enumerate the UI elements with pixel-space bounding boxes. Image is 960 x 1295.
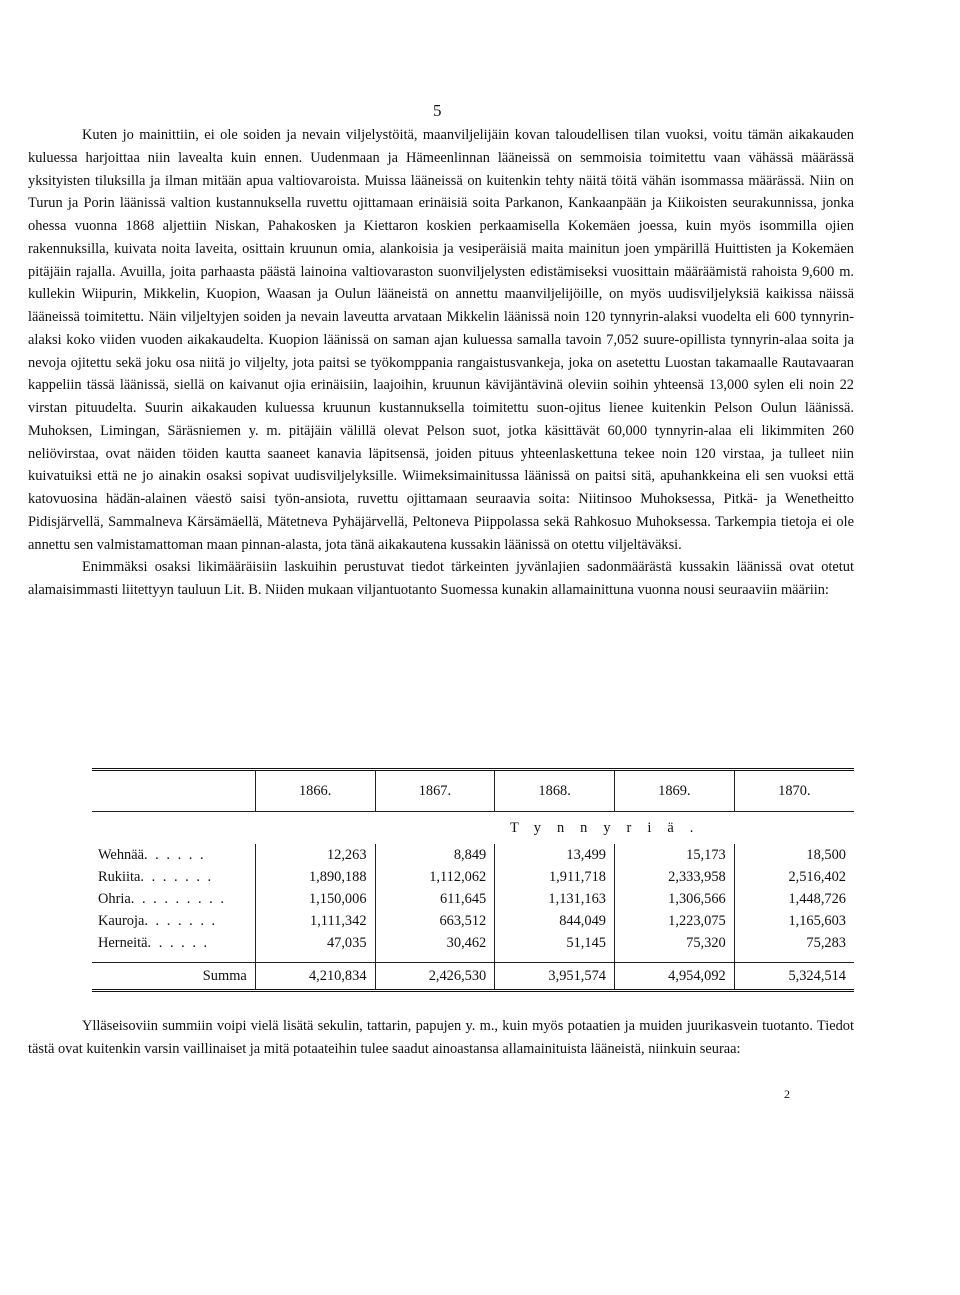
table-spacer-row [92,954,854,963]
paragraph-harvest-intro: Enimmäksi osaksi likimääräisiin laskuihin perustuvat tiedot tärkeinten jyvänlajien sadonmäärästä kussakin läänissä ovat otetut alamaisimmasti liitettyyn tauluun Lit. B. Niiden mukaan viljantuotanto Suomessa kunakin allamainittuna vuonna nousi seuraaviin määriin: [28,559,854,598]
table-cell: 15,173 [614,844,734,866]
table-cell: 1,890,188 [255,866,375,888]
table-cell: 51,145 [495,932,615,954]
sum-cell: 2,426,530 [375,963,495,991]
table-cell: 30,462 [375,932,495,954]
row-label: Herneitä. . . . . . [98,934,210,951]
sum-cell: 4,954,092 [614,963,734,991]
paragraph-swamp-cultivation: Kuten jo mainittiin, ei ole soiden ja nevain viljelystöitä, maanviljelijäin kovan taloudellisen tilan vuoksi, voitu tämän aikakauden kuluessa harjoittaa niin lavealta kuin ennen. Uudenmaan ja Hämeenlinnan lääneissä on semmoisia toimitettu vaan vähässä määrässä yksityisten tiluksilla ja ilman mitään apua valtiovaroista. Muissa lääneissä on kuitenkin tehty näitä töitä vähän isommassa määrässä. Niin on Turun ja Porin läänissä valtion kustannuksella ruvettu ojittamaan erinäisiä soita Parkanon, Kankaanpään ja Kiikoisten seurakunnissa, jonka ohessa vuonna 1868 aljettiin Niskan, Pahakosken ja Kiettaron koskien perkaamisella Kokemäen joessa, kuin myös isommilla ojien rakennuksilla, kuivata noita laveita, osittain kruunun omia, alankoisia ja vesiperäisiä maita mainitun joen ympärillä Huittisten ja Kokemäen pitäjäin rajalla. Avuilla, joita parhaasta päästä lainoina valtiovaraston suonviljelysten edistämiseksi vuosittain määräämistä rahoista 9,600 m. kullekin Wiipurin, Mikkelin, Kuopion, Waasan ja Oulun lääneistä on annettu maanviljelijöille, on myös uudisviljelyksiä kaikissa näissä lääneissä toimitettu. Näin viljeltyjen soiden ja nevain laveutta arvataan Mikkelin läänissä noin 120 tynnyrin-alaksi vuodelta eli 600 tynnyrin-alaksi koko viiden vuoden aikakaudelta. Kuopion läänissä on saman ajan kuluessa samalla tavoin 7,052 suure-opillista tynnyrin-alaa soita ja nevoja ojitettu sekä joku osa niitä jo viljelty, jota paitsi se työkomppania rangaistusvankeja, joka on asetettu Luostan takamaalle Rautavaaran kappeliin tässä läänissä, siellä on kaivanut ojia erinäisiin, laajoihin, kruunun kävijäntävinä oleviin soihin yhteensä 13,000 sylen eli noin 22 virstan pituudelta. Suurin aikakauden kuluessa kruunun kustannuksella toimitettu suon-ojitus lienee kuitenkin Pelson Oulun läänissä. Muhoksen, Limingan, Säräsniemen y. m. pitäjäin välillä olevat Pelson suot, jotka käsittävät 60,000 tynnyrin-alaa eli likimmiten 260 neliövirstaa, ovat näiden töiden kautta saaneet kanavia läpitsensä, joiden pituus yhteenlaskettuna tekee noin 120 virstaa, ja tulleet niin kuivatuiksi että ne jo ainakin osaksi sopivat uudisviljelyksille. Wiimeksimainitussa läänissä on paitsi sitä, apuhankkeina eli sen vuoksi että katovuosina hädän-alainen väestö saisi työn-ansiota, ruvettu ojittamaan seuraavia soita: Niitinsoo Muhoksessa, Pitkä- ja Wenetheitto Pidisjärvellä, Sammalneva Kärsämäellä, Mätetneva Pyhäjärvellä, Peltoneva Piippolassa sekä Rahkosuo Muhoksessa. Tarkempia tietoja ei ole annettu sen valmistamattoman maan pinnan-alasta, jota tänä aikakautena kussakin läänissä on otettu viljeltäväksi. [28,127,854,553]
table-cell: 47,035 [255,932,375,954]
table-row [92,910,854,932]
unit-row [92,812,854,845]
table-cell: 12,263 [255,844,375,866]
table-row [92,888,854,910]
table-row [92,844,854,866]
table-cell: 2,516,402 [734,866,854,888]
body-text [28,124,854,602]
table-header-blank [92,770,255,812]
sum-cell: 5,324,514 [734,963,854,991]
table-cell: 13,499 [495,844,615,866]
year-header: 1867. [375,770,495,812]
table-cell: 611,645 [375,888,495,910]
table-cell: 1,112,062 [375,866,495,888]
year-header: 1868. [495,770,615,812]
table-cell: 1,131,163 [495,888,615,910]
year-header: 1866. [255,770,375,812]
table-cell: 2,333,958 [614,866,734,888]
page-number: 5 [433,101,442,120]
after-table-text [28,1015,854,1061]
table-sum-row [92,963,854,991]
row-label: Kauroja. . . . . . . [98,912,218,929]
paragraph-additional-crops: Ylläseisoviin summiin voipi vielä lisätä sekulin, tattarin, papujen y. m., kuin myös potaatien ja muiden juurikasvein tuotanto. Tiedot tästä ovat kuitenkin varsin vaillinaiset ja mitä potaateihin tulee saadut ainoastansa allamainituista lääneistä, niinkuin seuraa: [28,1018,854,1057]
table-cell: 18,500 [734,844,854,866]
table-cell: 1,111,342 [255,910,375,932]
table-cell: 75,283 [734,932,854,954]
table-cell: 1,150,006 [255,888,375,910]
row-label: Wehnää. . . . . . [98,846,206,863]
sum-cell: 4,210,834 [255,963,375,991]
table-cell: 1,448,726 [734,888,854,910]
table-cell: 1,223,075 [614,910,734,932]
year-header: 1869. [614,770,734,812]
table-cell: 1,911,718 [495,866,615,888]
year-header: 1870. [734,770,854,812]
table-cell: 1,306,566 [614,888,734,910]
table-cell: 663,512 [375,910,495,932]
table-cell: 8,849 [375,844,495,866]
table-cell: 1,165,603 [734,910,854,932]
printer-signature-mark: 2 [784,1087,790,1101]
table-cell: 844,049 [495,910,615,932]
sum-cell: 3,951,574 [495,963,615,991]
harvest-table-wrapper [92,768,854,992]
sum-label: Summa [92,963,255,991]
harvest-table [92,768,854,992]
row-label: Rukiita. . . . . . . [98,868,214,885]
unit-label: Tynnyriä. [509,819,710,836]
table-row [92,932,854,954]
table-cell: 75,320 [614,932,734,954]
row-label: Ohria. . . . . . . . . [98,890,226,907]
table-header-row [92,770,854,812]
table-row [92,866,854,888]
